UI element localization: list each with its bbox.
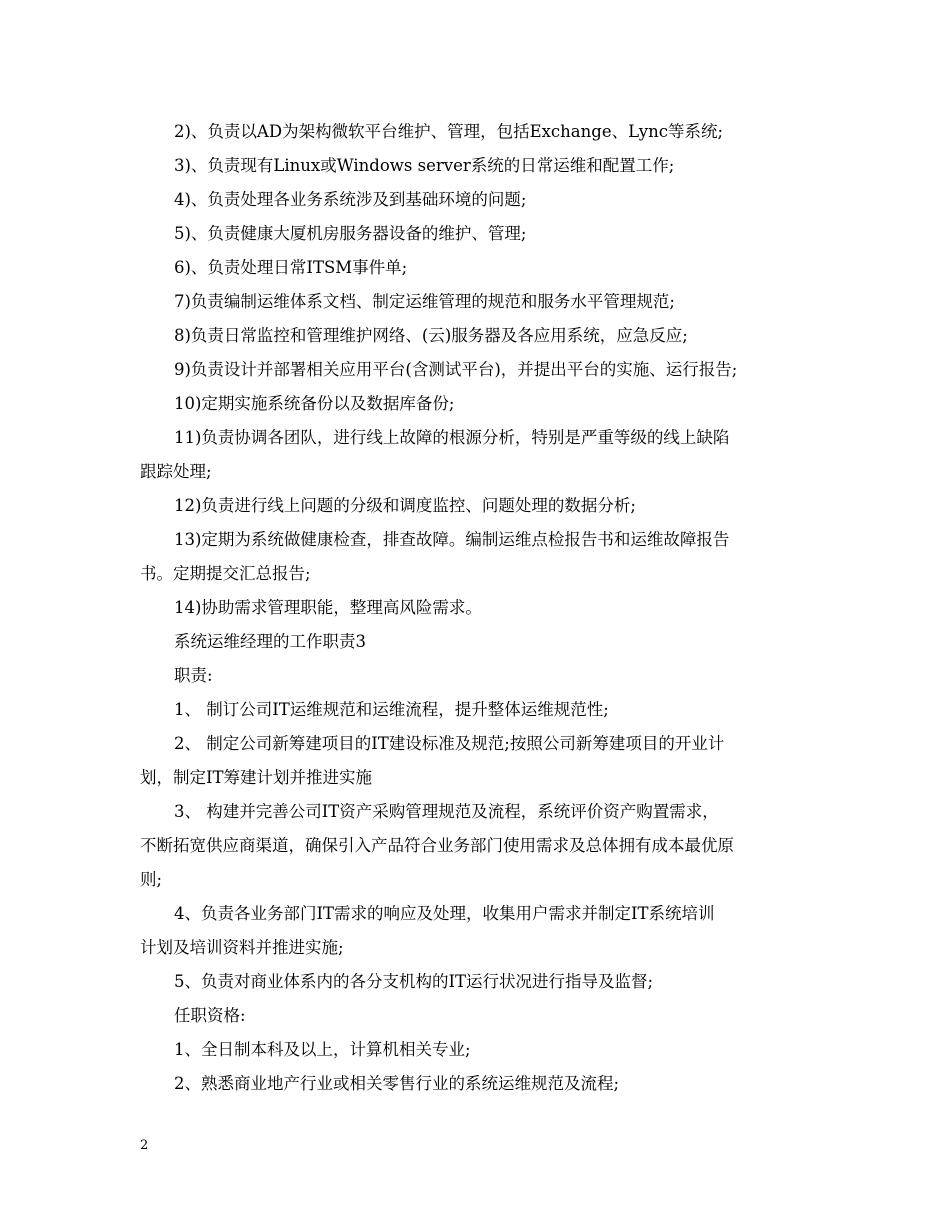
page-number: 2 — [140, 1138, 149, 1153]
paragraph-line: 4)、负责处理各业务系统涉及到基础环境的问题; — [174, 190, 527, 209]
paragraph-line: 任职资格: — [174, 1006, 246, 1025]
paragraph-line: 系统运维经理的工作职责3 — [174, 632, 366, 651]
paragraph-continuation: 计划及培训资料并推进实施; — [140, 938, 344, 957]
paragraph-line: 1、 制订公司IT运维规范和运维流程，提升整体运维规范性; — [174, 700, 609, 719]
paragraph-line: 2、熟悉商业地产行业或相关零售行业的系统运维规范及流程; — [174, 1074, 620, 1093]
paragraph-continuation: 跟踪处理; — [140, 462, 212, 481]
paragraph-continuation: 则; — [140, 870, 163, 889]
document-body — [140, 115, 820, 1101]
paragraph-line: 12)负责进行线上问题的分级和调度监控、问题处理的数据分析; — [174, 496, 636, 515]
paragraph-continuation: 不断拓宽供应商渠道，确保引入产品符合业务部门使用需求及总体拥有成本最优原 — [140, 836, 734, 855]
paragraph-line: 9)负责设计并部署相关应用平台(含测试平台)，并提出平台的实施、运行报告; — [174, 360, 738, 379]
paragraph-line: 14)协助需求管理职能，整理高风险需求。 — [174, 598, 482, 617]
paragraph-line: 7)负责编制运维体系文档、制定运维管理的规范和服务水平管理规范; — [174, 292, 675, 311]
paragraph-line: 5)、负责健康大厦机房服务器设备的维护、管理; — [174, 224, 527, 243]
paragraph-continuation: 划，制定IT筹建计划并推进实施 — [140, 768, 373, 787]
paragraph-continuation: 书。定期提交汇总报告; — [140, 564, 311, 583]
paragraph-line: 13)定期为系统做健康检查，排查故障。编制运维点检报告书和运维故障报告 — [174, 530, 730, 549]
paragraph-line: 2)、负责以AD为架构微软平台维护、管理，包括Exchange、Lync等系统; — [174, 122, 724, 141]
paragraph-line: 3、 构建并完善公司IT资产采购管理规范及流程，系统评价资产购置需求， — [174, 802, 719, 821]
paragraph-line: 6)、负责处理日常ITSM事件单; — [174, 258, 408, 277]
paragraph-line: 2、 制定公司新筹建项目的IT建设标准及规范;按照公司新筹建项目的开业计 — [174, 734, 725, 753]
paragraph-line: 3)、负责现有Linux或Windows server系统的日常运维和配置工作; — [174, 156, 675, 175]
paragraph-line: 11)负责协调各团队，进行线上故障的根源分析，特别是严重等级的线上缺陷 — [174, 428, 730, 447]
paragraph-line: 职责: — [174, 666, 213, 685]
paragraph-line: 10)定期实施系统备份以及数据库备份; — [174, 394, 455, 413]
paragraph-line: 8)负责日常监控和管理维护网络、(云)服务器及各应用系统，应急反应; — [174, 326, 688, 345]
paragraph-line: 1、全日制本科及以上，计算机相关专业; — [174, 1040, 471, 1059]
paragraph-line: 5、负责对商业体系内的各分支机构的IT运行状况进行指导及监督; — [174, 972, 654, 991]
paragraph-line: 4、负责各业务部门IT需求的响应及处理，收集用户需求并制定IT系统培训 — [174, 904, 715, 923]
